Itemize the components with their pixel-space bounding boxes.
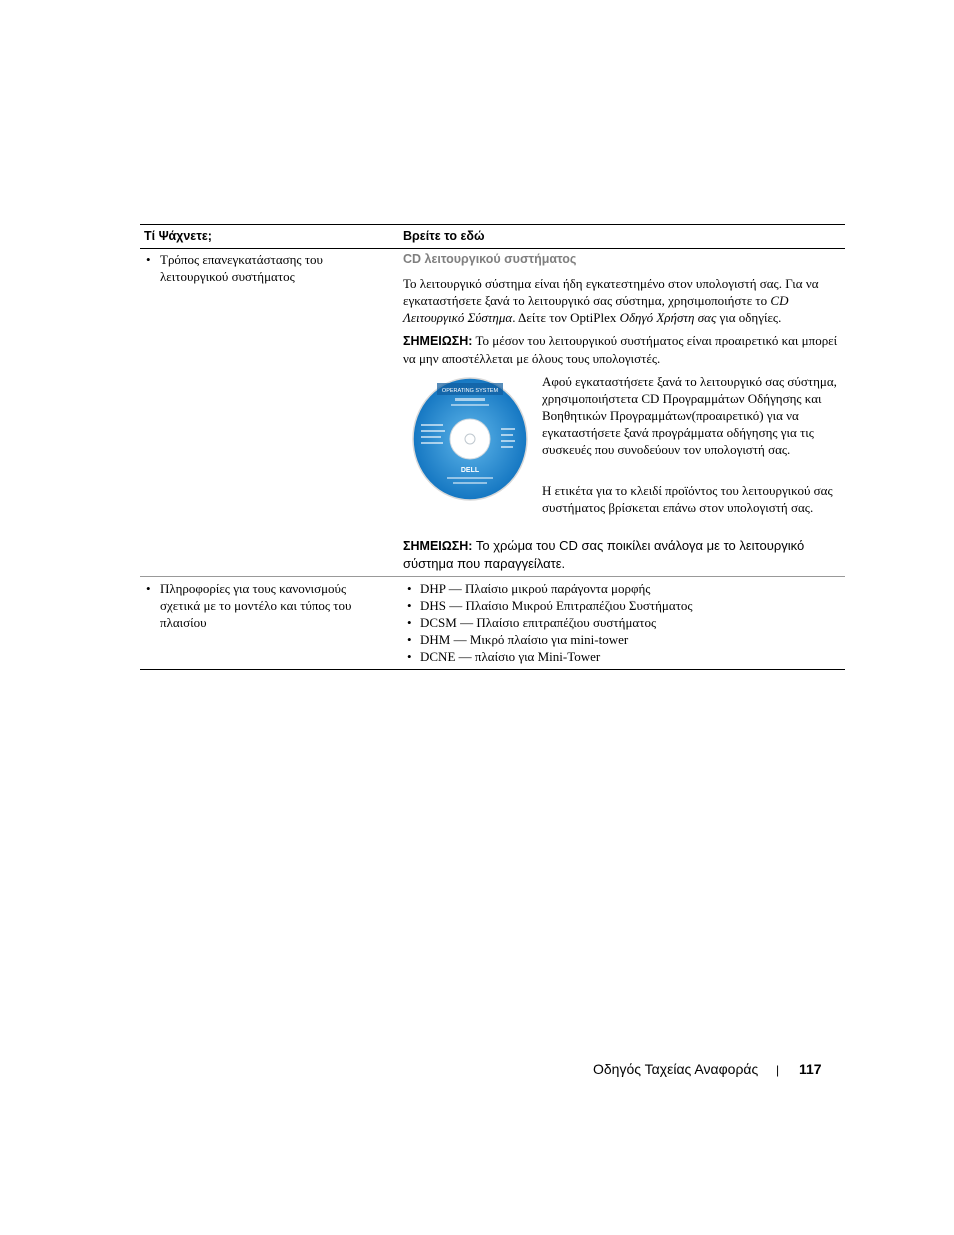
row1-left-item: • Τρόπος επανεγκατάστασης του λειτουργικού συστήματος bbox=[146, 252, 323, 284]
chassis-list bbox=[403, 580, 845, 665]
row-divider bbox=[140, 576, 845, 577]
row1-left-text: Τρόπος επανεγκατάστασης του λειτουργικού συστήματος bbox=[160, 252, 323, 284]
note1 bbox=[403, 332, 845, 367]
list-item-text: DCSM — Πλαίσιο επιτραπέζιου συστήματος bbox=[420, 615, 657, 630]
note2-text: Το χρώμα του CD σας ποικίλει ανάλογα με το λειτουργικό σύστημα που παραγγείλατε. bbox=[403, 538, 805, 571]
note2-label: ΣΗΜΕΙΩΣΗ: bbox=[403, 539, 473, 553]
list-item-text: DHS — Πλαίσιο Μικρού Επιτραπέζιου Συστήματος bbox=[420, 598, 693, 613]
list-item: • DCSM — Πλαίσιο επιτραπέζιου συστήματος bbox=[407, 615, 657, 630]
header-rule bbox=[140, 248, 845, 249]
table-top-rule bbox=[140, 224, 845, 225]
row2-left-text: Πληροφορίες για τους κανονισμούς σχετικά με το μοντέλο και τύπος του πλαισίου bbox=[160, 581, 352, 630]
cd-disc-graphic bbox=[411, 376, 529, 502]
footer-separator: | bbox=[776, 1063, 780, 1077]
reinstall-drivers-paragraph: Αφού εγκαταστήσετε ξανά το λειτουργικό σας σύστημα, χρησιμοποιήστετα CD Προγραμμάτων Οδήγησης και Βοηθητικών Προγραμμάτων(προαιρετικό) για να εγκαταστήσετε ξανά προγράμματα οδήγησης για τις συσκευές που συνοδεύουν τον υπολογιστή σας. bbox=[542, 374, 837, 457]
product-key-paragraph: Η ετικέτα για το κλειδί προϊόντος του λειτουργικού σας συστήματος βρίσκεται επάνω στον υπολογιστή σας. bbox=[542, 483, 833, 515]
para1-italic-1: CD Λειτουργικό Σύστημα bbox=[403, 293, 789, 325]
note1-text: Το μέσον του λειτουργικού συστήματος είναι προαιρετικό και μπορεί να μην αποστέλλεται με όλους τους υπολογιστές. bbox=[403, 333, 838, 366]
note2 bbox=[403, 537, 823, 573]
os-cd-paragraph bbox=[403, 275, 845, 326]
para1-text-2: . Δείτε τον OptiPlex bbox=[512, 310, 620, 325]
cd-brand-logo: DELL bbox=[460, 467, 480, 474]
list-item-text: DHP — Πλαίσιο μικρού παράγοντα μορφής bbox=[420, 581, 651, 596]
list-item-text: DHM — Μικρό πλαίσιο για mini-tower bbox=[420, 632, 629, 647]
para1-text-3: για οδηγίες. bbox=[716, 310, 782, 325]
list-item: • DHS — Πλαίσιο Μικρού Επιτραπέζιου Συστήματος bbox=[407, 598, 693, 613]
table-bottom-rule bbox=[140, 669, 845, 670]
note1-label: ΣΗΜΕΙΩΣΗ: bbox=[403, 334, 473, 348]
row2-left-item: • Πληροφορίες για τους κανονισμούς σχετικά με το μοντέλο και τύπος του πλαισίου bbox=[146, 581, 352, 630]
list-item: • DHP — Πλαίσιο μικρού παράγοντα μορφής bbox=[407, 581, 651, 596]
para1-italic-2: Οδηγό Χρήστη σας bbox=[619, 310, 717, 325]
cd-label-top: OPERATING SYSTEM bbox=[441, 388, 499, 394]
header-what-you-look-for: Τί Ψάχνετε; bbox=[144, 229, 212, 243]
para1-text-1: Το λειτουργικό σύστημα είναι ήδη εγκατεστημένο στον υπολογιστή σας. Για να εγκαταστήσετε ξανά το λειτουργικό σας σύστημα, χρησιμοποιήστε το bbox=[403, 276, 819, 308]
header-find-it-here: Βρείτε το εδώ bbox=[403, 229, 485, 243]
section-title-os-cd: CD λειτουργικού συστήματος bbox=[403, 252, 577, 266]
list-item: • DCNE — πλαίσιο για Mini-Tower bbox=[407, 649, 601, 664]
list-item: • DHM — Μικρό πλαίσιο για mini-tower bbox=[407, 632, 629, 647]
os-cd-image bbox=[411, 376, 529, 502]
list-item-text: DCNE — πλαίσιο για Mini-Tower bbox=[420, 649, 601, 664]
page-number: 117 bbox=[799, 1061, 822, 1077]
footer-title: Οδηγός Ταχείας Αναφοράς bbox=[593, 1061, 759, 1077]
